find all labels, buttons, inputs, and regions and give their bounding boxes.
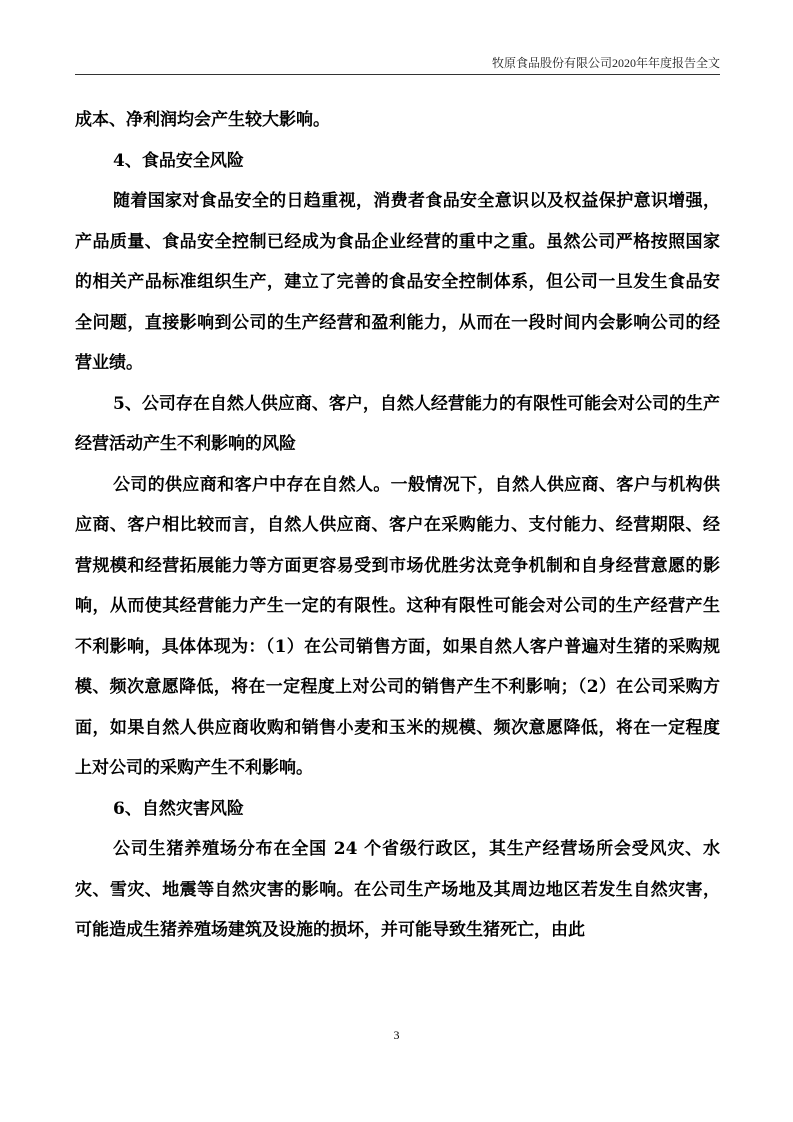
- paragraph-natural-disaster: 公司生猪养殖场分布在全国 24 个省级行政区，其生产经营场所会受风灾、水灾、雪灾、地震等自然灾害的影响。在公司生产场地及其周边地区若发生自然灾害，可能造成生猪养殖场建筑及设施的损坏，并可能导致生猪死亡，由此: [75, 839, 720, 940]
- paragraph-natural-person: 公司的供应商和客户中存在自然人。一般情况下，自然人供应商、客户与机构供应商、客户相比较而言，自然人供应商、客户在采购能力、支付能力、经营期限、经营规模和经营拓展能力等方面更容易受到市场优胜劣汰竞争机制和自身经营意愿的影响，从而使其经营能力产生一定的有限性。这种有限性可能会对公司的生产经营产生不利影响，具体体现为：（1）在公司销售方面，如果自然人客户普遍对生猪的采购规模、频次意愿降低，将在一定程度上对公司的销售产生不利影响；（2）在公司采购方面，如果自然人供应商收购和销售小麦和玉米的规模、频次意愿降低，将在一定程度上对公司的采购产生不利影响。: [75, 474, 720, 778]
- page-number: 3: [393, 1028, 400, 1042]
- paragraph-food-safety: 随着国家对食品安全的日趋重视，消费者食品安全意识以及权益保护意识增强，产品质量、食品安全控制已经成为食品企业经营的重中之重。虽然公司严格按照国家的相关产品标准组织生产，建立了完善的食品安全控制体系，但公司一旦发生食品安全问题，直接影响到公司的生产经营和盈利能力，从而在一段时间内会影响公司的经营业绩。: [75, 191, 720, 373]
- section-heading-natural-disaster: 6、自然灾害风险: [113, 798, 244, 819]
- document-body: [75, 100, 720, 951]
- page-header: [75, 50, 720, 75]
- section-heading-food-safety: 4、食品安全风险: [113, 150, 244, 171]
- paragraph-continuation: 成本、净利润均会产生较大影响。: [75, 110, 330, 130]
- header-title: 牧原食品股份有限公司2020年年度报告全文: [491, 56, 720, 70]
- section-heading-natural-person: 5、公司存在自然人供应商、客户，自然人经营能力的有限性可能会对公司的生产经营活动产生不利影响的风险: [75, 393, 720, 454]
